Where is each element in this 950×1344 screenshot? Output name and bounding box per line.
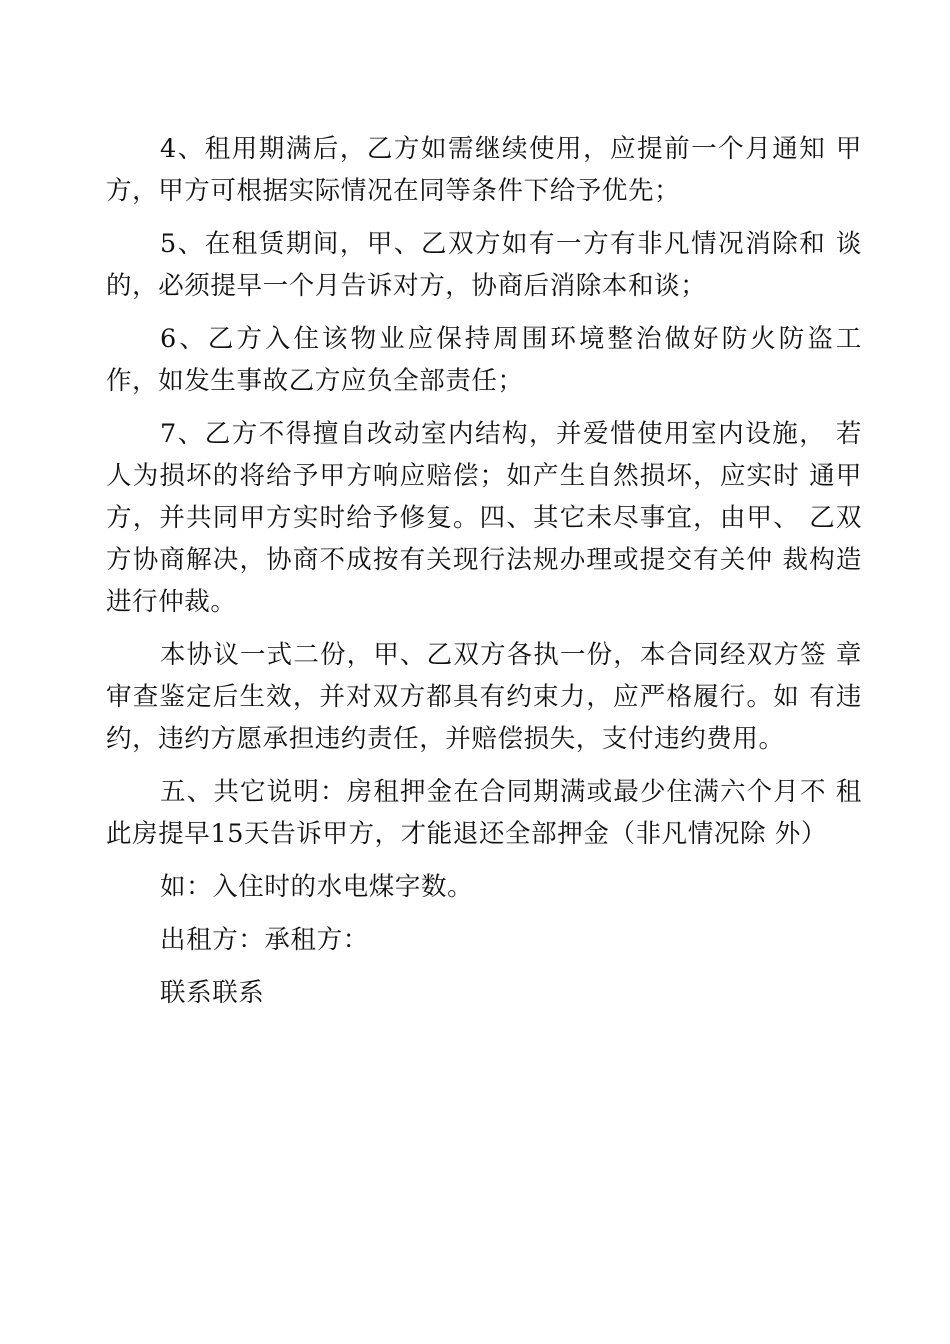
other-notes-paragraph: 五、共它说明：房租押金在合同期满或最少住满六个月不 租此房提早15天告诉甲方，才能退还全部押金（非凡情况除 外） <box>106 777 862 849</box>
clause-5-termination: 5、在租赁期间，甲、乙双方如有一方有非凡情况消除和 谈的，必须提早一个月告诉对方，协商后消除本和谈； <box>106 229 862 301</box>
clause-6-safety: 6、乙方入住该物业应保持周围环境整治做好防火防盗工 作，如发生事故乙方应负全部责任； <box>106 324 862 396</box>
contact-line: 联系联系 <box>160 978 265 1008</box>
utility-readings-line: 如：入住时的水电煤字数。 <box>160 872 474 902</box>
agreement-copies-paragraph: 本协议一式二份，甲、乙双方各执一份，本合同经双方签 章审查鉴定后生效，并对双方都具有约束力，应严格履行。如 有违约，违约方愿承担违约责任，并赔偿损失，支付违约费用。 <box>106 640 862 754</box>
signatories-line: 出租方：承租方： <box>160 925 369 955</box>
document-page <box>106 128 862 1025</box>
clause-4-renewal: 4、租用期满后，乙方如需继续使用，应提前一个月通知 甲方，甲方可根据实际情况在同等条件下给予优先； <box>106 134 862 206</box>
clause-7-structure: 7、乙方不得擅自改动室内结构，并爱惜使用室内设施， 若人为损坏的将给予甲方响应赔偿；如产生自然损坏，应实时 通甲方，并共同甲方实时给予修复。四、其它未尽事宜，由甲、 乙双方协商解决，协商不成按有关现行法规办理或提交有关仲 裁构造进行仲裁。 <box>106 419 862 617</box>
